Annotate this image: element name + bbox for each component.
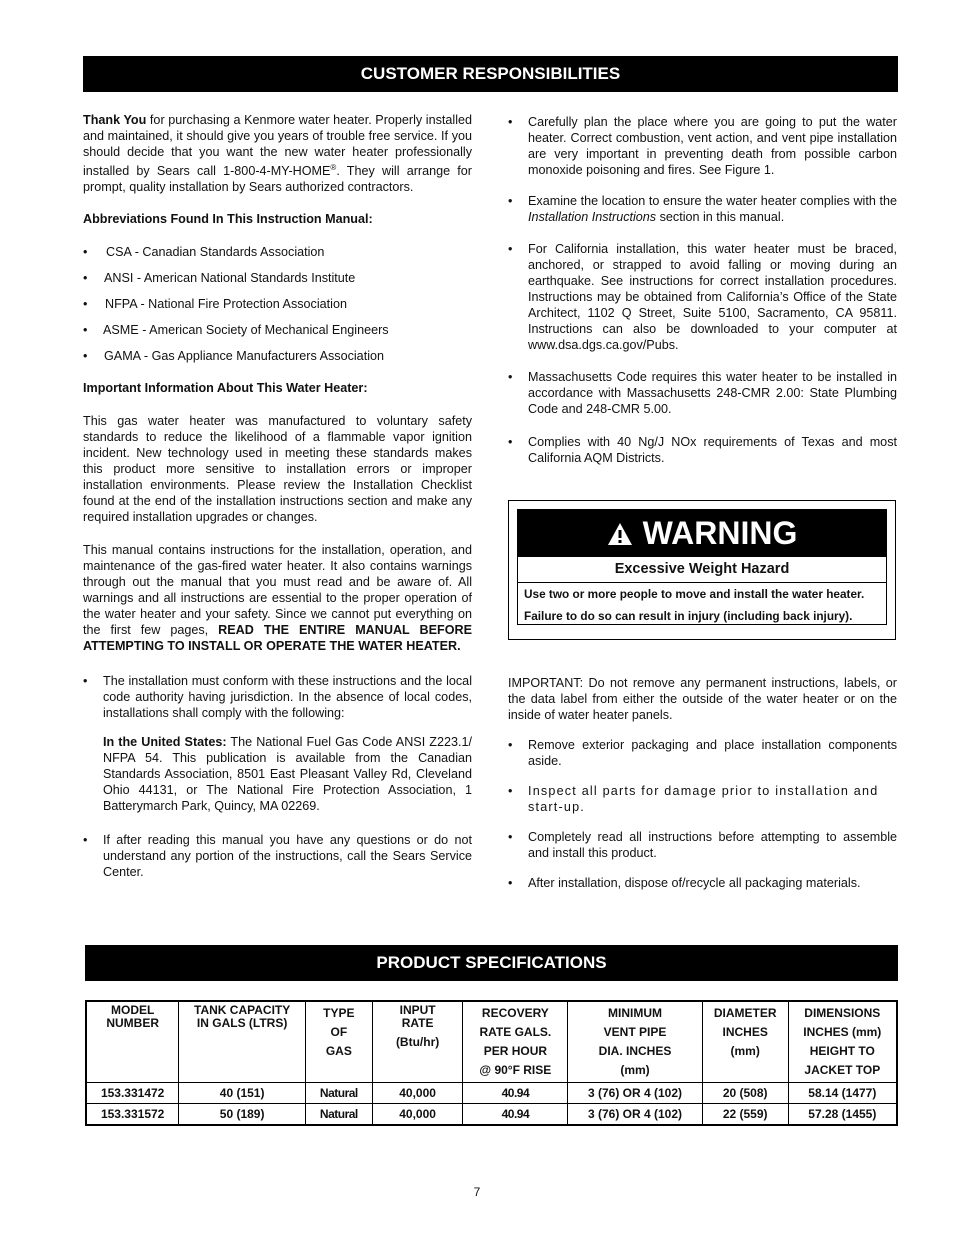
bullet-icon: • (508, 738, 513, 752)
warning-header (518, 510, 886, 557)
abbreviations-heading-text: Abbreviations Found In This Instruction Manual: (83, 212, 373, 227)
list-item (508, 783, 897, 815)
section-banner-customer-responsibilities (83, 56, 898, 92)
important-text: IMPORTANT: Do not remove any permanent instructions, labels, or the data label from either the outside of the water heater or on the inside of water heater panels. (508, 676, 897, 722)
info-paragraph-2-bold: READ THE ENTIRE MANUAL BEFORE ATTEMPTING TO INSTALL OR OPERATE THE WATER HEATER. (83, 623, 472, 654)
warning-inner (517, 509, 887, 625)
warning-triangle-icon (607, 522, 633, 546)
abbreviations-list (83, 244, 472, 374)
us-code-paragraph (103, 734, 472, 814)
list-item-text: NFPA - National Fire Protection Association (105, 297, 347, 312)
table-header-row (86, 1001, 897, 1083)
info-paragraph-2-text: This manual contains instructions for the installation, operation, and maintenance of the gas-fired water heater. It also contains warnings through out the manual that you must read and be aware of. All warnings and all instructions are essential to the proper operation of the water heater and your safety. Since we cannot put everything on the first few pages, (83, 543, 472, 638)
header-recovery-rate: RECOVERY RATE GALS. PER HOUR @ 90°F RISE (463, 1001, 568, 1083)
install-bullet (83, 673, 472, 814)
table-cell: 3 (76) OR 4 (102) (568, 1104, 703, 1126)
left-column (83, 112, 472, 880)
examine-text-italic: Installation Instructions (528, 210, 657, 224)
registered-mark: ® (330, 163, 337, 172)
list-item-text: ANSI - American National Standards Institute (104, 271, 356, 286)
warning-line-1: Use two or more people to move and install the water heater. (524, 587, 865, 601)
right-bullet-text: Complies with 40 Ng/J NOx requirements of Texas and most California AQM Districts. (528, 435, 897, 465)
table-cell: 20 (508) (702, 1083, 788, 1104)
table-cell: 57.28 (1455) (788, 1104, 897, 1126)
header-diameter: DIAMETER INCHES (mm) (702, 1001, 788, 1083)
warning-subtitle: Excessive Weight Hazard (518, 557, 886, 583)
right-column (508, 114, 897, 466)
right-bullet-massachusetts (508, 369, 897, 417)
intro-lead: Thank You (83, 113, 147, 127)
header-model-number: MODEL NUMBER (86, 1001, 179, 1083)
bullet-icon: • (508, 115, 513, 129)
warning-title: WARNING (642, 515, 798, 551)
info-paragraph-1: This gas water heater was manufactured to voluntary safety standards to reduce the likelihood of a flammable vapor ignition incident. New technology used in meeting these standards makes this product more sensitive to installation errors or improper installation environments. Please review the Installation Checklist found at the end of the installation instructions section and make any required installation upgrades or changes. (83, 414, 472, 525)
bullet-icon: • (508, 830, 513, 844)
intro-text-2: . They will arrange for prompt, quality installation by Sears authorized contractors. (83, 164, 472, 195)
us-code-label: In the United States: (103, 735, 227, 750)
right-bullet-plan (508, 114, 897, 178)
list-item (508, 737, 897, 769)
right-bullet-text: Massachusetts Code requires this water heater to be installed in accordance with Massachusetts 248-CMR 2.00: State Plumbing Code and 248-CMR 5.00. (528, 370, 897, 416)
list-item (83, 296, 472, 322)
list-item (508, 829, 897, 861)
specifications-table (85, 1000, 898, 1126)
table-cell: 40 (151) (179, 1083, 306, 1104)
table-cell: 153.331572 (86, 1104, 179, 1126)
abbreviations-heading (83, 211, 472, 227)
info-paragraph-2 (83, 542, 472, 654)
warning-line-2: Failure to do so can result in injury (including back injury). (524, 609, 853, 623)
header-tank-capacity: TANK CAPACITY IN GALS (LTRS) (179, 1001, 306, 1083)
bullet-icon: • (83, 349, 88, 364)
list-item (83, 270, 472, 296)
section-banner-product-specifications (85, 945, 898, 981)
warning-box (508, 500, 896, 640)
table-cell: 40.94 (463, 1083, 568, 1104)
right-bullet-examine (508, 193, 897, 225)
list-item-text: ASME - American Society of Mechanical Engineers (103, 323, 389, 338)
list-item-text: CSA - Canadian Standards Association (106, 245, 325, 260)
examine-text-a: Examine the location to ensure the water heater complies with the (528, 194, 897, 208)
header-type-of-gas: TYPE OF GAS (305, 1001, 372, 1083)
us-code-text: The National Fuel Gas Code ANSI Z223.1/ NFPA 54. This publication is available from the Canadian Standards Association, 8501 East Pleasant Valley Rd, Cleveland Ohio 44131, or The National Fire Protection Association, 1 Batterymarch Park, Quincy, MA 02269. (103, 735, 473, 814)
intro-paragraph (83, 112, 472, 195)
table-row (86, 1083, 897, 1104)
bullet-icon: • (508, 435, 513, 449)
bullet-icon: • (83, 271, 88, 286)
header-minimum-vent-pipe: MINIMUM VENT PIPE DIA. INCHES (mm) (568, 1001, 703, 1083)
table-cell: 40,000 (372, 1083, 463, 1104)
questions-bullet (83, 832, 472, 880)
list-item (508, 875, 897, 891)
table-cell: Natural (305, 1083, 372, 1104)
info-heading (83, 380, 472, 396)
intro-text-1: for purchasing a Kenmore water heater. Properly installed and maintained, it should give you years of trouble free service. If you should decide that you want the new water heater professionally installed by Sears call 1-800-4-MY-HOME (83, 113, 473, 179)
info-heading-text: Important Information About This Water Heater: (83, 381, 368, 396)
header-dimensions: DIMENSIONS INCHES (mm) HEIGHT TO JACKET TOP (788, 1001, 897, 1083)
right-bullet-text (528, 193, 897, 225)
list-item-text: Completely read all instructions before attempting to assemble and install this product. (528, 830, 897, 860)
section-title: CUSTOMER RESPONSIBILITIES (360, 64, 621, 83)
list-item (83, 322, 472, 348)
list-item-text: Remove exterior packaging and place installation components aside. (528, 738, 897, 768)
table-cell: 50 (189) (179, 1104, 306, 1126)
list-item (83, 348, 472, 374)
table-cell: Natural (305, 1104, 372, 1126)
bullet-icon: • (508, 370, 513, 384)
header-input-rate: INPUT RATE (Btu/hr) (372, 1001, 463, 1083)
bullet-icon: • (83, 297, 88, 312)
bullet-icon: • (83, 323, 88, 338)
right-bullet-nox (508, 434, 897, 466)
section-title: PRODUCT SPECIFICATIONS (376, 953, 607, 972)
examine-text-b: section in this manual. (656, 210, 785, 224)
list-item-text: After installation, dispose of/recycle all packaging materials. (528, 876, 861, 890)
bullet-icon: • (83, 833, 88, 848)
right-bullet-text: Carefully plan the place where you are going to put the water heater. Correct combustion, vent action, and vent pipe installation are very important in preventing death from possible carbon monoxide poisoning and fires. See Figure 1. (528, 115, 897, 177)
right-bullet-california (508, 241, 897, 353)
list-item (83, 244, 472, 270)
bullet-icon: • (83, 245, 88, 260)
right-bullet-text: For California installation, this water heater must be braced, anchored, or strapped to avoid falling or moving during an earthquake. See instructions for correct installation procedures. Instructions may be obtained from California’s Office of the State Architect, 1102 Q Street, Suite 5100, Sacramento, CA 95811. Instructions can also be downloaded to your computer at www.dsa.dgs.ca.gov/Pubs. (528, 242, 897, 352)
bullet-icon: • (508, 784, 513, 798)
table-cell: 22 (559) (702, 1104, 788, 1126)
list-item-text: GAMA - Gas Appliance Manufacturers Association (104, 349, 384, 364)
table-cell: 153.331472 (86, 1083, 179, 1104)
install-bullet-text: The installation must conform with these instructions and the local code authority having jurisdiction. In the absence of local codes, installations shall comply with the following: (103, 674, 472, 721)
questions-bullet-text: If after reading this manual you have any questions or do not understand any portion of the instructions, call the Sears Service Center. (103, 833, 472, 880)
bullet-icon: • (508, 242, 513, 256)
important-section (508, 675, 897, 891)
bullet-icon: • (508, 876, 513, 890)
page-number: 7 (473, 1185, 481, 1199)
bullet-icon: • (508, 194, 513, 208)
table-cell: 3 (76) OR 4 (102) (568, 1083, 703, 1104)
table-row (86, 1104, 897, 1126)
bullet-icon: • (83, 674, 88, 689)
table-cell: 58.14 (1477) (788, 1083, 897, 1104)
list-item-text: Inspect all parts for damage prior to installation and start-up. (528, 784, 879, 814)
table-cell: 40.94 (463, 1104, 568, 1126)
table-cell: 40,000 (372, 1104, 463, 1126)
